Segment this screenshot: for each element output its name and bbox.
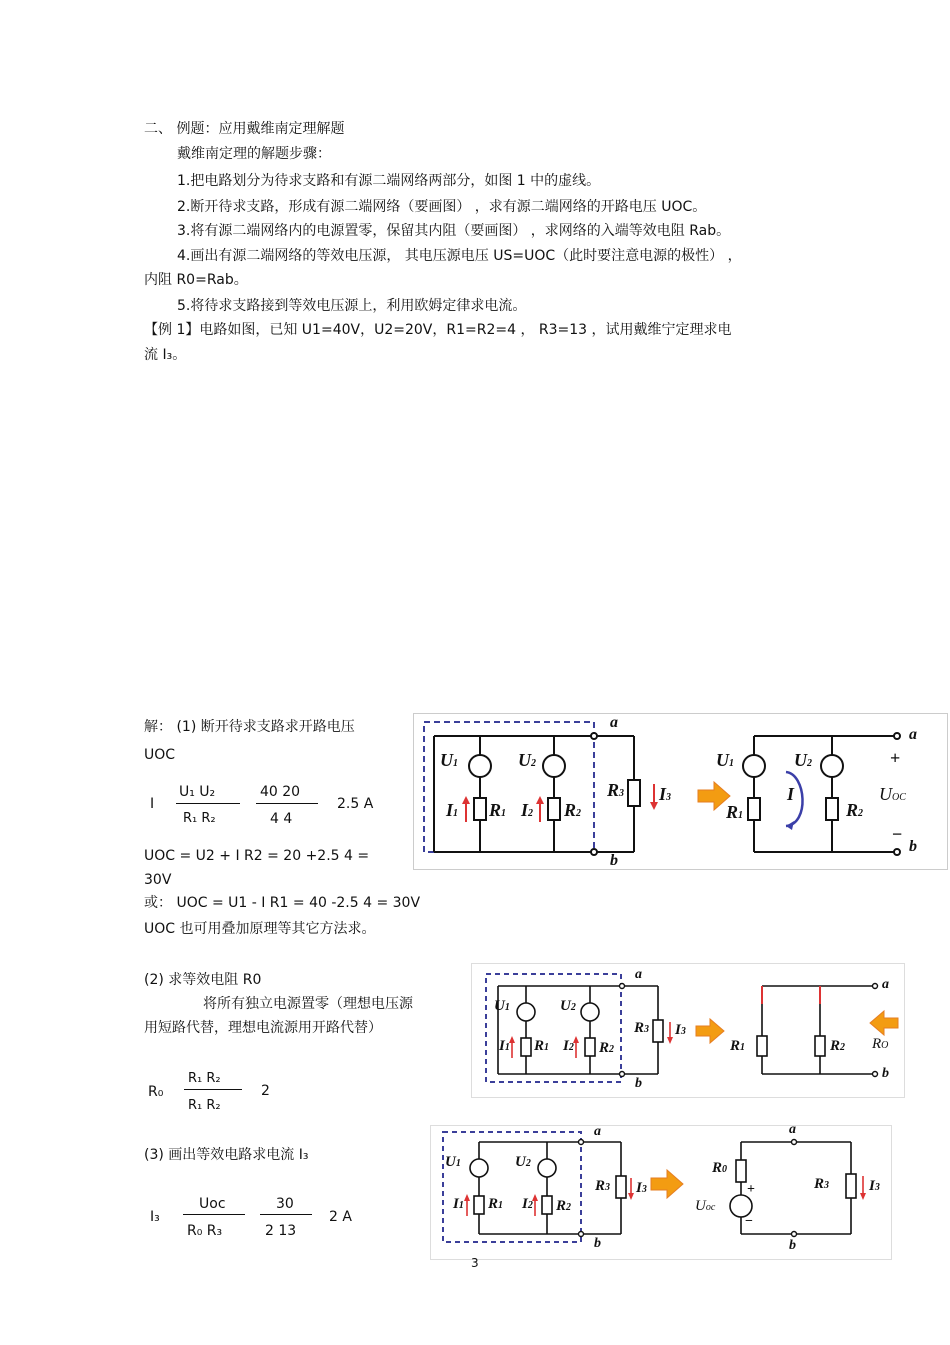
fig2b-b-label: b: [882, 1066, 889, 1081]
fig3b-minus-sign: −: [745, 1214, 753, 1229]
fig2b-r1-label: R1: [730, 1038, 746, 1054]
eq1-num2: 40 20: [260, 784, 301, 800]
fig2-i1-label: I1: [499, 1038, 510, 1054]
fig1b-u2-label: U2: [794, 750, 812, 770]
eq3-fracbar2: [260, 1214, 312, 1215]
fig1-r1-label: R1: [489, 800, 507, 820]
fig1b-r2-label: R2: [846, 800, 864, 820]
circuit-figure-3: [430, 1122, 892, 1260]
fig3-r3-label: R3: [595, 1178, 611, 1194]
part2-desc-1: 将所有独立电源置零（理想电压源: [203, 996, 413, 1012]
uoc-line-3: 或： UOC = U1 - I R1 = 40 -2.5 4 = 30V: [144, 895, 421, 911]
fig3b-b-label: b: [789, 1238, 796, 1253]
fig3b-a-label: a: [789, 1122, 796, 1137]
fig2-a-label: a: [635, 967, 642, 982]
part2-title: (2) 求等效电阻 R0: [144, 972, 262, 988]
fig2-b-label: b: [635, 1076, 642, 1091]
fig3b-uoc-label: Uoc: [695, 1198, 716, 1214]
fig3b-r0-label: R0: [712, 1160, 728, 1176]
step-1: 1.把电路划分为待求支路和有源二端网络两部分，如图 1 中的虚线。: [177, 173, 601, 189]
eq2-den: R₁ R₂: [188, 1098, 221, 1113]
fig2-u1-label: U1: [494, 998, 510, 1014]
fig1b-uoc-label: UOC: [879, 784, 906, 804]
fig1-b-label: b: [610, 852, 618, 869]
eq2-num: R₁ R₂: [188, 1071, 221, 1086]
fig2-i2-label: I2: [563, 1038, 574, 1054]
step-3: 3.将有源二端网络内的电源置零，保留其内阻（要画图） ，求网络的入端等效电阻 Rab。: [177, 223, 731, 239]
fig3-u1-label: U1: [445, 1154, 461, 1170]
eq1-den2: 4 4: [270, 811, 293, 827]
eq1-lhs: I: [150, 796, 155, 812]
fig1b-loop-i-label: I: [787, 784, 795, 804]
part2-desc-2: 用短路代替，理想电流源用开路代替）: [144, 1020, 382, 1036]
section-heading: 二、 例题：应用戴维南定理解题: [144, 121, 345, 137]
fig3-b-label: b: [594, 1236, 601, 1251]
fig1b-a-label: a: [909, 726, 917, 743]
fig3-i3-label: I3: [636, 1180, 647, 1196]
step-4b: 内阻 R0=Rab。: [144, 272, 248, 288]
step-5: 5.将待求支路接到等效电压源上，利用欧姆定律求电流。: [177, 298, 527, 314]
part1-title-uoc: UOC: [144, 747, 176, 763]
eq2-result: 2: [261, 1083, 270, 1099]
fig1-u1-label: U1: [440, 750, 458, 770]
fig3b-i3-label: I3: [869, 1178, 880, 1194]
eq2-fracbar: [184, 1089, 242, 1090]
fig2b-r2-label: R2: [830, 1038, 846, 1054]
fig3-a-label: a: [594, 1124, 601, 1139]
fig1-i2-label: I2: [521, 800, 534, 820]
step-2: 2.断开待求支路，形成有源二端网络（要画图） ，求有源二端网络的开路电压 UOC。: [177, 199, 707, 215]
eq1-fracbar2: [256, 803, 318, 804]
fig1-a-label: a: [610, 714, 618, 731]
fig2b-a-label: a: [882, 977, 889, 992]
steps-title: 戴维南定理的解题步骤：: [177, 146, 331, 162]
part3-title: (3) 画出等效电路求电流 I₃: [144, 1147, 309, 1163]
fig3b-plus-sign: +: [747, 1182, 755, 1197]
eq1-result: 2.5 A: [337, 796, 374, 812]
fig2-r2-label: R2: [599, 1040, 615, 1056]
fig2-r1-label: R1: [534, 1038, 550, 1054]
circuit-figure-1: [413, 713, 948, 870]
eq3-num2: 30: [276, 1196, 294, 1212]
fig1-u2-label: U2: [518, 750, 536, 770]
eq1-den1: R₁ R₂: [183, 811, 216, 826]
eq3-lhs: I₃: [150, 1209, 160, 1225]
part1-title: 解： (1) 断开待求支路求开路电压: [144, 719, 355, 735]
eq3-den1: R₀ R₃: [187, 1223, 223, 1239]
step-4a: 4.画出有源二端网络的等效电压源， 其电压源电压 US=UOC（此时要注意电源的极性） ，: [177, 248, 742, 264]
fig3-r2-label: R2: [556, 1198, 572, 1214]
uoc-line-4: UOC 也可用叠加原理等其它方法求。: [144, 921, 376, 937]
fig2-i3-label: I3: [675, 1022, 686, 1038]
fig3-u2-label: U2: [515, 1154, 531, 1170]
fig1-r3-label: R3: [607, 780, 625, 800]
fig3-r1-label: R1: [488, 1196, 504, 1212]
eq2-lhs: R₀: [148, 1084, 164, 1100]
uoc-line-1: UOC = U2 + I R2 = 20 +2.5 4 =: [144, 848, 370, 864]
eq3-fracbar1: [183, 1214, 245, 1215]
uoc-line-2: 30V: [144, 872, 172, 888]
fig1b-r1-label: R1: [726, 802, 744, 822]
eq1-num1: U₁ U₂: [179, 784, 216, 800]
circuit-figure-2: [471, 963, 905, 1098]
fig2-r3-label: R3: [634, 1020, 650, 1036]
fig1b-b-label: b: [909, 838, 917, 855]
fig1b-u1-label: U1: [716, 750, 734, 770]
eq3-result: 2 A: [329, 1209, 352, 1225]
eq1-fracbar1: [176, 803, 240, 804]
fig1-r2-label: R2: [564, 800, 582, 820]
fig1-i3-label: I3: [659, 784, 672, 804]
page-number: 3: [471, 1256, 479, 1270]
fig2-u2-label: U2: [560, 998, 576, 1014]
fig1-i1-label: I1: [446, 800, 459, 820]
eq3-den2: 2 13: [265, 1223, 297, 1239]
fig2b-r0-label: RO: [872, 1036, 889, 1052]
fig3-i1-label: I1: [453, 1196, 464, 1212]
fig3b-r3-label: R3: [814, 1176, 830, 1192]
fig3-i2-label: I2: [522, 1196, 533, 1212]
example-text-b: 流 I₃。: [144, 347, 187, 363]
fig1b-plus-sign: +: [890, 748, 901, 768]
fig1b-minus-sign: −: [892, 824, 903, 844]
example-text-a: 【例 1】电路如图，已知 U1=40V，U2=20V，R1=R2=4 ， R3=13 ，试用戴维宁定理求电: [144, 322, 732, 338]
eq3-num1: Uoc: [199, 1196, 226, 1212]
